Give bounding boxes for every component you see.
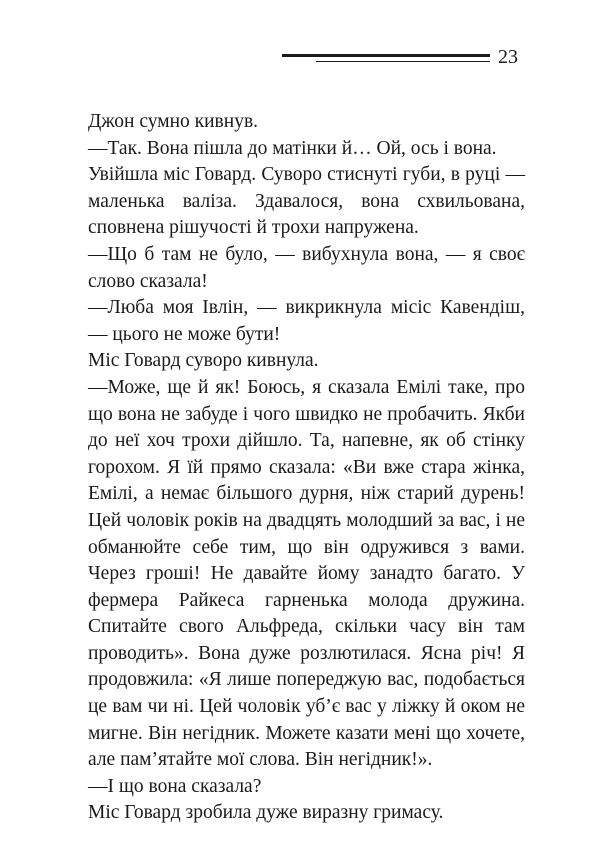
paragraph: Джон сумно кивнув. — [88, 111, 259, 132]
header-rule-thin — [316, 61, 490, 62]
paragraph: —Так. Вона пішла до матінки й… Ой, ось і вона. — [88, 137, 497, 159]
paragraph: —Люба моя Івлін, — викрикнула місіс Кавендіш, — цього не може бути! — [88, 297, 525, 345]
body-text — [88, 109, 525, 827]
paragraph: —Що б там не було, — вибухнула вона, — я своє слово сказала! — [88, 243, 525, 292]
paragraph: Міс Говард зробила дуже виразну гримасу. — [88, 802, 444, 824]
running-header — [0, 44, 600, 74]
paragraph: Міс Говард суворо кивнула. — [88, 350, 319, 372]
paragraph: —І що вона сказала? — [88, 775, 262, 797]
paragraph: —Може, ще й як! Боюсь, я сказала Емілі таке, про що вона не забуде і чого швидко не пробачить. Якби до неї хоч трохи дійшло. Та, напевне, як об стінку горохом. Я їй прямо сказала: «Ви вже стара жінка, Емілі, а немає більшого дурня, ніж старий дурень! Цей чоловік років на двадцять молодший за вас, і не обманюйте себе тим, що він одружився з вами. Через гроші! Не давайте йому занадто багато. У фермера Райкеса гарненька молода дружина. Спитайте свого Альфреда, скільки часу він там проводить». Вона дуже розлютилася. Ясна річ! Я продовжила: «Я лише попереджую вас, подобається це вам чи ні. Цей чоловік уб’є вас у ліжку й оком не мигне. Він негідник. Можете казати мені що хочете, але пам’ятайте мої слова. Він негідник!». — [88, 376, 525, 771]
header-rule-thick — [282, 54, 490, 57]
page-number: 23 — [498, 46, 518, 68]
paragraph: Увійшла міс Говард. Суворо стиснуті губи, в руці — маленька валіза. Здавалося, вона схвильована, сповнена рішучості й трохи напружена. — [88, 164, 525, 239]
